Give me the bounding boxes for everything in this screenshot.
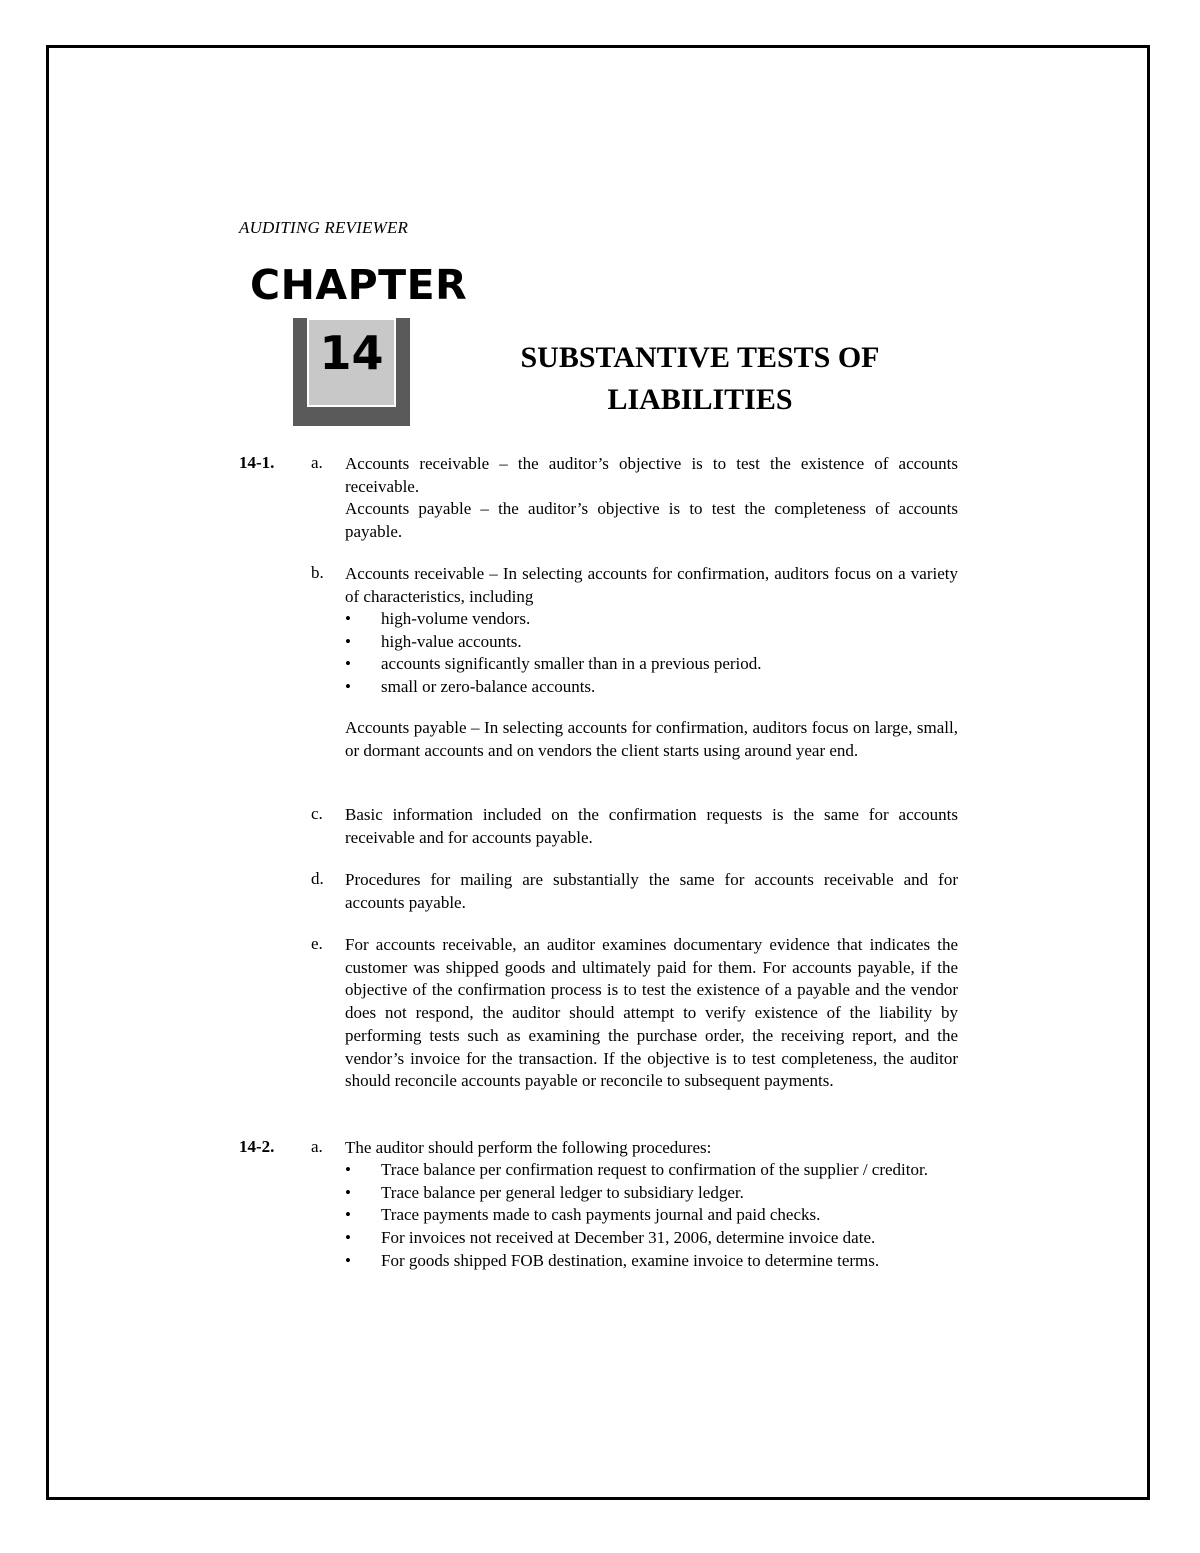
list-item: • Trace payments made to cash payments journal and paid checks. (345, 1204, 958, 1227)
chapter-number-badge (293, 318, 410, 426)
item-letter: d. (311, 869, 324, 888)
item-letter: a. (311, 453, 323, 472)
list-item: • Trace balance per general ledger to subsidiary ledger. (345, 1182, 958, 1205)
bullet-icon: • (345, 1250, 351, 1270)
item-paragraph: Procedures for mailing are substantially the same for accounts receivable and for accounts payable. (345, 870, 958, 912)
item-letter: a. (311, 1137, 323, 1156)
item-paragraph: Accounts receivable – the auditor’s objective is to test the existence of accounts receivable. (345, 454, 958, 496)
problem-number: 14-2. (239, 1137, 275, 1156)
item-letter: b. (311, 563, 324, 582)
chapter-label: CHAPTER (250, 261, 468, 309)
item-paragraph: Accounts payable – the auditor’s objective is to test the completeness of accounts payable. (345, 499, 958, 541)
bullet-icon: • (345, 1182, 351, 1202)
bullet-list (345, 1159, 958, 1273)
bullet-icon: • (345, 654, 351, 674)
chapter-title-line-2: LIABILITIES (607, 383, 793, 416)
item-paragraph: For accounts receivable, an auditor examines documentary evidence that indicates the customer was shipped goods and ultimately paid for them. For accounts payable, if the objective of the confirmation process is to test the existence of a payable and the vendor does not respond, the auditor should attempt to verify existence of the liability by performing tests such as examining the purchase order, the receiving report, and the vendor’s invoice for the transaction. If the objective is to test completeness, the auditor should reconcile accounts payable or reconcile to subsequent payments. (345, 935, 958, 1091)
bullet-icon: • (345, 1228, 351, 1248)
list-item: • high-value accounts. (345, 631, 958, 654)
item-paragraph: Basic information included on the confirmation requests is the same for accounts receivable and for accounts payable. (345, 805, 958, 847)
running-head: AUDITING REVIEWER (239, 218, 409, 237)
list-item: • high-volume vendors. (345, 608, 958, 631)
item-paragraph: Accounts payable – In selecting accounts for confirmation, auditors focus on large, small, or dormant accounts and on vendors the client starts using around year end. (345, 718, 958, 760)
list-item: • Trace balance per confirmation request to confirmation of the supplier / creditor. (345, 1159, 958, 1182)
chapter-title-line-1: SUBSTANTIVE TESTS OF (520, 341, 880, 374)
chapter-number: 14 (319, 326, 384, 380)
problem-number: 14-1. (239, 453, 275, 472)
bullet-list (345, 608, 958, 699)
bullet-icon: • (345, 1160, 351, 1179)
bullet-icon: • (345, 1205, 351, 1225)
item-letter: c. (311, 804, 323, 823)
item-paragraph: The auditor should perform the following procedures: (345, 1138, 712, 1157)
list-item: • accounts significantly smaller than in a previous period. (345, 653, 958, 676)
item-paragraph: Accounts receivable – In selecting accounts for confirmation, auditors focus on a variety of characteristics, including (345, 564, 958, 606)
bullet-icon: • (345, 677, 351, 697)
item-letter: e. (311, 934, 323, 953)
list-item: • small or zero-balance accounts. (345, 676, 958, 699)
bullet-icon: • (345, 609, 351, 628)
page-border (46, 45, 1150, 1500)
bullet-icon: • (345, 631, 351, 651)
chapter-title (460, 337, 940, 421)
list-item: • For invoices not received at December 31, 2006, determine invoice date. (345, 1227, 958, 1250)
list-item: • For goods shipped FOB destination, examine invoice to determine terms. (345, 1250, 958, 1273)
